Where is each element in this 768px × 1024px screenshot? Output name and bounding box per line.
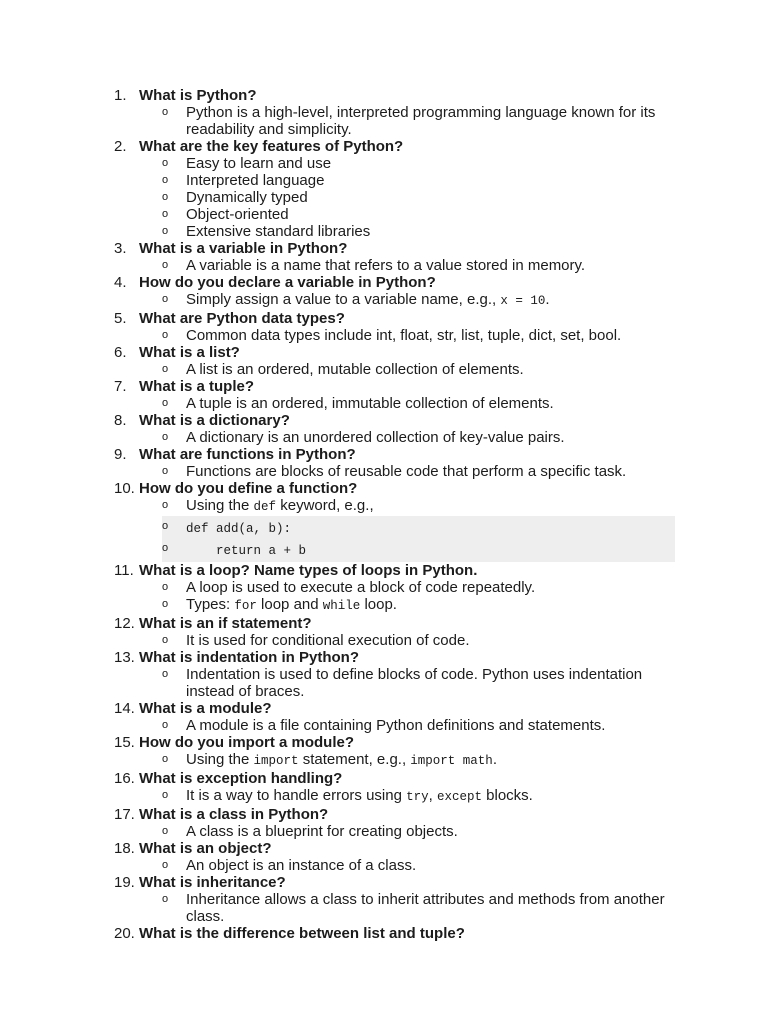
question-line xyxy=(0,412,768,429)
code-text: def add(a, b): xyxy=(186,522,292,536)
answer-fragment: It is a way to handle errors using xyxy=(186,787,407,804)
list-item xyxy=(0,138,768,240)
answer-fragment: Using the xyxy=(186,751,254,768)
bullet-icon: o xyxy=(162,893,169,905)
question-number: 8. xyxy=(114,412,127,429)
answer-item xyxy=(0,291,768,310)
answer-fragment: loop and xyxy=(256,596,323,613)
question-number: 11. xyxy=(114,562,134,579)
question-line xyxy=(0,344,768,361)
answer-text xyxy=(186,172,676,189)
question-text: What is the difference between list and tuple? xyxy=(139,925,465,942)
answer-item xyxy=(0,429,768,446)
code-line xyxy=(162,540,675,562)
answer-text xyxy=(186,857,676,874)
list-item xyxy=(0,734,768,770)
question-number: 20. xyxy=(114,925,135,942)
answer-text xyxy=(186,497,676,516)
answer-fragment: keyword, e.g., xyxy=(276,497,374,514)
question-text: What is exception handling? xyxy=(139,770,343,787)
inline-code: for xyxy=(234,599,257,613)
bullet-icon: o xyxy=(162,329,169,341)
bullet-icon: o xyxy=(162,174,169,186)
answer-fragment: statement, e.g., xyxy=(298,751,411,768)
answer-fragment: loop. xyxy=(360,596,397,613)
answer-text xyxy=(186,632,676,649)
list-item xyxy=(0,615,768,649)
question-number: 17. xyxy=(114,806,135,823)
answer-fragment: A module is a file containing Python definitions and statements. xyxy=(186,717,606,734)
answer-text xyxy=(186,206,676,223)
question-text: What is an object? xyxy=(139,840,272,857)
bullet-icon: o xyxy=(162,668,169,680)
list-item xyxy=(0,700,768,734)
bullet-icon: o xyxy=(162,225,169,237)
answer-item xyxy=(0,891,768,925)
answer-item xyxy=(0,857,768,874)
code-block xyxy=(162,516,675,562)
code-text: return a + b xyxy=(186,544,307,558)
answer-text xyxy=(186,429,676,446)
question-number: 14. xyxy=(114,700,135,717)
answer-item xyxy=(0,155,768,172)
answer-fragment: A loop is used to execute a block of code repeatedly. xyxy=(186,579,536,596)
list-item xyxy=(0,562,768,615)
list-item xyxy=(0,874,768,925)
answer-item xyxy=(0,596,768,615)
bullet-icon: o xyxy=(162,719,169,731)
question-line xyxy=(0,274,768,291)
bullet-icon: o xyxy=(162,581,169,593)
answer-fragment: A dictionary is an unordered collection of key-value pairs. xyxy=(186,429,565,446)
answer-item xyxy=(0,497,768,516)
answer-text xyxy=(186,787,676,806)
question-number: 12. xyxy=(114,615,135,632)
list-item xyxy=(0,274,768,310)
list-item xyxy=(0,925,768,942)
bullet-icon: o xyxy=(162,106,169,118)
answer-fragment: An object is an instance of a class. xyxy=(186,857,417,874)
question-text: What is a variable in Python? xyxy=(139,240,348,257)
question-number: 5. xyxy=(114,310,127,327)
inline-code: import math xyxy=(410,754,493,768)
answer-item xyxy=(0,717,768,734)
bullet-icon: o xyxy=(162,825,169,837)
question-number: 10. xyxy=(114,480,135,497)
question-text: What is Python? xyxy=(139,87,257,104)
list-item xyxy=(0,344,768,378)
question-line xyxy=(0,734,768,751)
answer-fragment: Using the xyxy=(186,497,254,514)
list-item xyxy=(0,378,768,412)
question-line xyxy=(0,138,768,155)
question-number: 13. xyxy=(114,649,135,666)
answer-fragment: Python is a high-level, interpreted programming language known for its readability and simplicity. xyxy=(186,104,656,138)
answer-item xyxy=(0,361,768,378)
answer-item xyxy=(0,751,768,770)
answer-item xyxy=(0,327,768,344)
question-text: What is a tuple? xyxy=(139,378,255,395)
question-number: 16. xyxy=(114,770,135,787)
answer-item xyxy=(0,632,768,649)
question-text: What are Python data types? xyxy=(139,310,345,327)
question-line xyxy=(0,840,768,857)
question-number: 4. xyxy=(114,274,127,291)
bullet-icon: o xyxy=(162,753,169,765)
answer-item xyxy=(0,823,768,840)
inline-code: def xyxy=(253,500,277,514)
answer-fragment: Easy to learn and use xyxy=(186,155,332,172)
question-number: 3. xyxy=(114,240,127,257)
answer-item xyxy=(0,395,768,412)
answer-text xyxy=(186,361,676,378)
answer-text xyxy=(186,596,676,615)
bullet-icon: o xyxy=(162,208,169,220)
question-number: 15. xyxy=(114,734,135,751)
question-number: 7. xyxy=(114,378,127,395)
question-text: What is a loop? Name types of loops in Python. xyxy=(139,562,478,579)
bullet-icon: o xyxy=(162,397,169,409)
list-item xyxy=(0,806,768,840)
question-line xyxy=(0,378,768,395)
inline-code: try xyxy=(406,790,429,804)
question-line xyxy=(0,87,768,104)
inline-code: except xyxy=(436,790,482,804)
question-text: How do you import a module? xyxy=(139,734,354,751)
question-line xyxy=(0,770,768,787)
answer-text xyxy=(186,257,676,274)
bullet-icon: o xyxy=(162,634,169,646)
answer-item xyxy=(0,223,768,240)
bullet-icon: o xyxy=(162,859,169,871)
question-line xyxy=(0,649,768,666)
answer-text xyxy=(186,751,676,770)
answer-text xyxy=(186,104,676,138)
answer-item xyxy=(0,172,768,189)
answer-text xyxy=(186,223,676,240)
bullet-icon: o xyxy=(162,542,169,554)
list-item xyxy=(0,649,768,700)
answer-fragment: Inheritance allows a class to inherit attributes and methods from another class. xyxy=(186,891,665,925)
question-line xyxy=(0,615,768,632)
question-text: What is an if statement? xyxy=(139,615,312,632)
answer-item xyxy=(0,787,768,806)
answer-fragment: A class is a blueprint for creating objects. xyxy=(186,823,458,840)
inline-code: x = 10 xyxy=(500,294,546,308)
list-item xyxy=(0,310,768,344)
bullet-icon: o xyxy=(162,431,169,443)
answer-fragment: A list is an ordered, mutable collection of elements. xyxy=(186,361,524,378)
question-number: 9. xyxy=(114,446,127,463)
bullet-icon: o xyxy=(162,520,169,532)
answer-text xyxy=(186,327,676,344)
list-item xyxy=(0,840,768,874)
answer-fragment: Common data types include int, float, str, list, tuple, dict, set, bool. xyxy=(186,327,622,344)
question-list xyxy=(0,87,768,942)
question-number: 1. xyxy=(114,87,127,104)
answer-text xyxy=(186,395,676,412)
question-text: What are the key features of Python? xyxy=(139,138,404,155)
question-line xyxy=(0,700,768,717)
question-number: 18. xyxy=(114,840,135,857)
question-text: What is a module? xyxy=(139,700,272,717)
answer-fragment: It is used for conditional execution of code. xyxy=(186,632,470,649)
answer-text xyxy=(186,717,676,734)
question-number: 2. xyxy=(114,138,127,155)
answer-item xyxy=(0,206,768,223)
question-text: What are functions in Python? xyxy=(139,446,356,463)
answer-text xyxy=(186,579,676,596)
bullet-icon: o xyxy=(162,293,169,305)
answer-text xyxy=(186,823,676,840)
answer-item xyxy=(0,579,768,596)
bullet-icon: o xyxy=(162,789,169,801)
answer-fragment: Extensive standard libraries xyxy=(186,223,371,240)
question-text: What is inheritance? xyxy=(139,874,286,891)
bullet-icon: o xyxy=(162,363,169,375)
answer-fragment: Indentation is used to define blocks of code. Python uses indentation instead of braces. xyxy=(186,666,643,700)
answer-fragment: A tuple is an ordered, immutable collection of elements. xyxy=(186,395,554,412)
question-line xyxy=(0,480,768,497)
answer-item xyxy=(0,463,768,480)
answer-item xyxy=(0,257,768,274)
answer-item xyxy=(0,104,768,138)
answer-text xyxy=(186,666,676,700)
answer-fragment: Dynamically typed xyxy=(186,189,308,206)
answer-text xyxy=(186,891,676,925)
question-text: What is a class in Python? xyxy=(139,806,329,823)
question-line xyxy=(0,240,768,257)
question-text: What is a list? xyxy=(139,344,240,361)
answer-fragment: blocks. xyxy=(481,787,533,804)
list-item xyxy=(0,446,768,480)
answer-text xyxy=(186,155,676,172)
inline-code: while xyxy=(322,599,361,613)
answer-fragment: A variable is a name that refers to a value stored in memory. xyxy=(186,257,586,274)
answer-fragment: Types: xyxy=(186,596,235,613)
bullet-icon: o xyxy=(162,157,169,169)
answer-item xyxy=(0,189,768,206)
bullet-icon: o xyxy=(162,191,169,203)
question-text: How do you declare a variable in Python? xyxy=(139,274,436,291)
list-item xyxy=(0,412,768,446)
answer-text xyxy=(186,463,676,480)
question-line xyxy=(0,562,768,579)
question-number: 6. xyxy=(114,344,127,361)
bullet-icon: o xyxy=(162,499,169,511)
answer-fragment: . xyxy=(492,751,497,768)
list-item xyxy=(0,480,768,562)
bullet-icon: o xyxy=(162,465,169,477)
question-text: What is a dictionary? xyxy=(139,412,290,429)
answer-fragment: Interpreted language xyxy=(186,172,325,189)
answer-fragment: Simply assign a value to a variable name, e.g., xyxy=(186,291,501,308)
inline-code: import xyxy=(253,754,299,768)
question-text: What is indentation in Python? xyxy=(139,649,359,666)
answer-item xyxy=(0,666,768,700)
answer-fragment: Functions are blocks of reusable code that perform a specific task. xyxy=(186,463,627,480)
bullet-icon: o xyxy=(162,598,169,610)
question-line xyxy=(0,806,768,823)
list-item xyxy=(0,770,768,806)
question-line xyxy=(0,446,768,463)
list-item xyxy=(0,87,768,138)
question-number: 19. xyxy=(114,874,135,891)
bullet-icon: o xyxy=(162,259,169,271)
question-text: How do you define a function? xyxy=(139,480,358,497)
question-line xyxy=(0,874,768,891)
answer-text xyxy=(186,291,676,310)
answer-fragment: , xyxy=(428,787,437,804)
question-line xyxy=(0,925,768,942)
question-line xyxy=(0,310,768,327)
answer-fragment: Object-oriented xyxy=(186,206,289,223)
answer-fragment: . xyxy=(545,291,550,308)
code-line xyxy=(162,518,675,540)
answer-text xyxy=(186,189,676,206)
list-item xyxy=(0,240,768,274)
